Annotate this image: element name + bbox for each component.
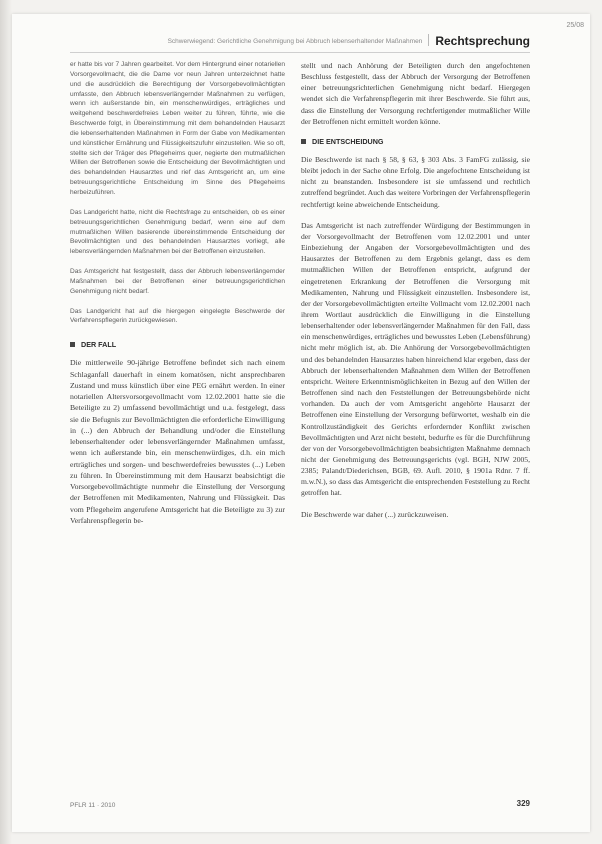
corner-mark: 25/08 — [566, 22, 584, 29]
header-separator — [428, 34, 429, 46]
left-abstract-paragraph-3: Das Amtsgericht hat festgestellt, dass der Abbruch lebensverlängernder Maßnahmen bei der Betroffenen einer betreuungsgerichtlichen Genehmigung nicht bedarf. — [70, 268, 285, 295]
right-body-paragraph-4: Die Beschwerde war daher (...) zurückzuweisen. — [301, 509, 449, 519]
book-spine-shadow — [0, 0, 12, 844]
left-abstract-paragraph-1: er hatte bis vor 7 Jahren gearbeitet. Vor dem Hintergrund einer notariellen Vorsorgevollmacht, die die Dame vor neun Jahren unterzeichnet hatte und die ausdrücklich die Berechtigung der Vorsorgebevollmächtigten umfasste, den Abbruch lebensverlängernder Maßnahmen zu verfügen, wenn ich außerstande bin, ein menschenwürdiges, erträgliches und weitgehend beschwerdefreies Leben weiter zu führen, führte, wie die Beschwerde folgt, in Übereinstimmung mit dem behandelnden Hausarzt die lebenserhaltenden Maßnahmen in Form der Gabe von Medikamenten und künstlicher Ernährung und Flüssigkeitszufuhr einzustellen. Wie so oft, stellte sich der Träger des Pflegeheims quer, negierte den mutmaßlichen Willen der Betroffenen sowie die Entscheidung der Bevollmächtigten und des behandelnden Hausarztes und rief das Amtsgericht an, um eine betreuungsgerichtliche Entscheidung im Sinne des Pflegeheims herbeizuführen. — [70, 61, 285, 196]
page-number: 329 — [516, 799, 530, 808]
subhead-die-entscheidung-label: DIE ENTSCHEIDUNG — [312, 136, 384, 146]
right-body-paragraph-2: Die Beschwerde ist nach § 58, § 63, § 303 Abs. 3 FamFG zulässig, sie bleibt jedoch in der Sache ohne Erfolg. Die angefochtene Entscheidung ist nicht zu beanstanden. Insbesondere ist sie umfassend und rechtlich zutreffend begründet. Auch das weitere Vorbringen der Verfahrenspflegerin rechtfertigt keine abweichende Entscheidung. — [301, 154, 530, 209]
right-body-paragraph-1: stellt und nach Anhörung der Beteiligten durch den angefochtenen Beschluss festgestellt, dass der Abbruch der Versorgung der Betroffenen einer betreuungsrichterlichen Genehmigung nicht bedarf. Hiergegen wendet sich die Verfahrenspflegerin mit ihrer Beschwerde. Sie führt aus, dass die Einstellung der Versorgung rechtfertigender mutmaßlicher Wille der Betroffenen nicht ermittelt worden könne. — [301, 61, 530, 126]
square-bullet-icon — [301, 139, 306, 144]
left-column — [70, 60, 285, 536]
right-body-paragraph-3: Das Amtsgericht ist nach zutreffender Würdigung der Bestimmungen in der Vorsorgevollmacht der Betroffenen vom 12.02.2001 und unter Einbeziehung der Angaben der Vorsorgebevollmächtigten und des Hausarztes der Betroffenen zu dem Ergebnis gelangt, dass es dem mutmaßlichen Willen der Betroffenen entspricht, aufgrund der eingetretenen Erkrankung der Betroffenen die Versorgung mit Medikamenten, Nahrung und Flüssigkeit einzustellen. Insbesondere ist, der der Vorsorgebevollmächtigten erteilte Vollmacht vom 12.02.2001 nach ihrem Wortlaut ausdrücklich die Einwilligung in die Einstellung lebenserhaltender oder lebensverlängernder Maßnahmen für den Fall, dass ein menschenwürdiges, erträgliches und bewusstes Leben (Lebensführung) nicht mehr möglich ist, ab. Die Anhörung der Vorsorgebevollmächtigten und des behandelnden Hausarztes haben hinreichend klar ergeben, dass der Abbruch der lebenserhaltenden Maßnahmen dem Willen der Betroffenen entspricht. Weitere Erkenntnismöglichkeiten in Bezug auf den Willen der Betroffenen sind nach den Feststellungen der Betreuungsbehörde nicht vorhanden. Da auch der vom Amtsgericht angehörte Hausarzt der Betroffenen eine Einstellung der Versorgung befürwortet, weshalb ein die Kontrollzuständigkeit des Gerichts erfordernder Konflikt zwischen Bevollmächtigten und Arzt nicht besteht, bedurfte es für die Durchführung der von der Vorsorgebevollmächtigten beabsichtigten Maßnahme demnach nicht der Genehmigung des Betreuungsgerichts (vgl. BGH, NJW 2005, 2385; Palandt/Diederichsen, BGB, 69. Aufl. 2010, § 1901a Rdnr. 7 ff. m.w.N.), so dass das Amtsgericht die entsprechenden Feststellung zu Recht getroffen hat. — [301, 220, 530, 498]
header-rule — [70, 52, 530, 53]
subhead-der-fall-label: DER FALL — [81, 340, 117, 350]
square-bullet-icon — [70, 342, 75, 347]
left-body-paragraph-1: Die mittlerweile 90-jährige Betroffene befindet sich nach einem Schlaganfall dauerhaft in einem komatösen, nicht ansprechbaren Zustand und muss künstlich über eine PEG ernährt werden. In einer notariellen Altersvorsorgevollmacht vom 12.02.2001 hatte sie die Beteiligte zu 2) umfassend bevollmächtigt und u.a. festgelegt, dass sie die Befugnis zur Bevollmächtigten die erforderliche Einwilligung in (...) den Abbruch der Behandlung und/oder die Einstellung lebenserhaltender oder lebensverlängernder Maßnahmen umfasst, wenn ich außerstande bin, ein menschenwürdiges, d.h. ein mich erträgliches und sorgen- und beschwerdefreies bewusstes (...) Leben zu führen. In Übereinstimmung mit dem Hausarzt beabsichtigt die Vorsorgebevollmächtigte nunmehr die Einstellung der Versorgung der Betroffenen mit Medikamenten, Nahrung und Flüssigkeit. Das vom Pflegeheim angerufene Amtsgericht hat die Beteiligte zu 3) zur Verfahrenspflegerin be- — [70, 358, 285, 525]
section-title: Rechtsprechung — [435, 34, 530, 48]
subhead-die-entscheidung — [301, 137, 530, 146]
journal-footer: PFLR 11 · 2010 — [70, 802, 116, 809]
running-title: Schwerwiegend: Gerichtliche Genehmigung bei Abbruch lebenserhaltender Maßnahmen — [167, 38, 423, 45]
left-abstract-paragraph-4: Das Landgericht hat auf die hiergegen eingelegte Beschwerde der Verfahrenspflegerin zurückgewiesen. — [70, 307, 285, 325]
subhead-der-fall — [70, 340, 285, 349]
left-abstract-paragraph-2: Das Landgericht hatte, nicht die Rechtsfrage zu entscheiden, ob es einer betreuungsgerichtlichen Genehmigung bedarf, wenn eine auf dem mutmaßlichen Willen basierende übereinstimmende Entscheidung der Bevollmächtigten und des behandelnden Hausarztes vorliegt, alle lebensverlängernden Maßnahmen bei der Betroffenen einzustellen. — [70, 208, 285, 256]
left-abstract-block — [70, 60, 285, 326]
right-column — [301, 60, 530, 530]
left-body-block — [70, 357, 285, 526]
running-header — [70, 28, 530, 48]
